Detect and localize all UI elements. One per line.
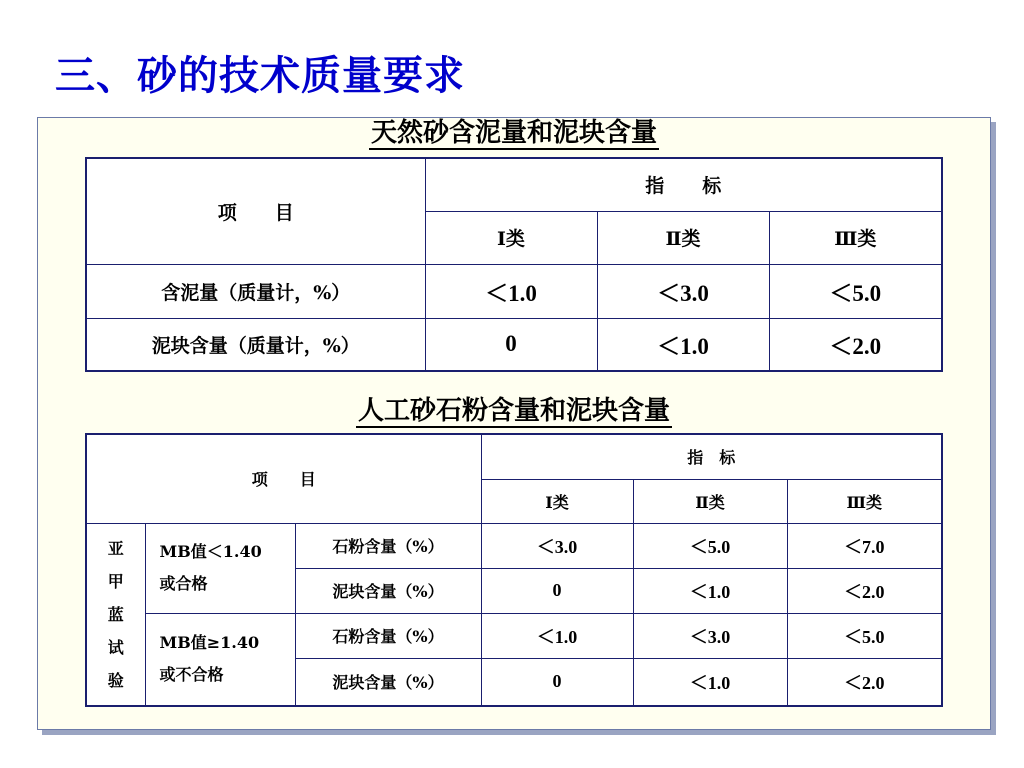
cell-value: ＜5.0 [787, 613, 942, 658]
manufactured-sand-table [85, 433, 943, 707]
content-panel [37, 117, 991, 730]
row-label: 石粉含量（%） [295, 523, 481, 568]
cell-value: ＜1.0 [425, 264, 597, 318]
cell-value: ＜2.0 [769, 318, 942, 371]
cell-value: 0 [481, 658, 633, 706]
class-3-header: Ⅲ类 [769, 211, 942, 264]
natural-sand-table [85, 157, 943, 372]
row-label: 泥块含量（%） [295, 658, 481, 706]
cell-value: ＜3.0 [481, 523, 633, 568]
cell-value: ＜7.0 [787, 523, 942, 568]
cell-value: ＜1.0 [597, 318, 769, 371]
class-1-header: Ⅰ类 [481, 479, 633, 523]
row-label: 含泥量（质量计，%） [86, 264, 425, 318]
item-header: 项 目 [86, 434, 481, 523]
cell-value: ＜1.0 [481, 613, 633, 658]
class-1-header: Ⅰ类 [425, 211, 597, 264]
mb-condition-high: MB值≥1.40 或不合格 [145, 613, 295, 706]
cell-value: ＜1.0 [633, 568, 787, 613]
table1-caption: 天然砂含泥量和泥块含量 [370, 118, 657, 148]
row-label: 泥块含量（%） [295, 568, 481, 613]
cell-value: ＜1.0 [633, 658, 787, 706]
row-label: 泥块含量（质量计，%） [86, 318, 425, 371]
class-3-header: Ⅲ类 [787, 479, 942, 523]
index-header: 指 标 [425, 158, 942, 211]
table2-caption: 人工砂石粉含量和泥块含量 [357, 396, 670, 426]
cell-value: ＜5.0 [633, 523, 787, 568]
class-2-header: Ⅱ类 [597, 211, 769, 264]
methylene-blue-test-label: 亚 甲 蓝 试 验 [86, 523, 145, 706]
cell-value: ＜3.0 [633, 613, 787, 658]
item-header: 项 目 [86, 158, 425, 264]
cell-value: 0 [425, 318, 597, 371]
cell-value: ＜3.0 [597, 264, 769, 318]
cell-value: ＜2.0 [787, 658, 942, 706]
row-label: 石粉含量（%） [295, 613, 481, 658]
index-header: 指 标 [481, 434, 942, 479]
mb-condition-low: MB值＜1.40 或合格 [145, 523, 295, 613]
cell-value: 0 [481, 568, 633, 613]
class-2-header: Ⅱ类 [633, 479, 787, 523]
page-title: 三、砂的技术质量要求 [55, 53, 465, 99]
cell-value: ＜2.0 [787, 568, 942, 613]
cell-value: ＜5.0 [769, 264, 942, 318]
